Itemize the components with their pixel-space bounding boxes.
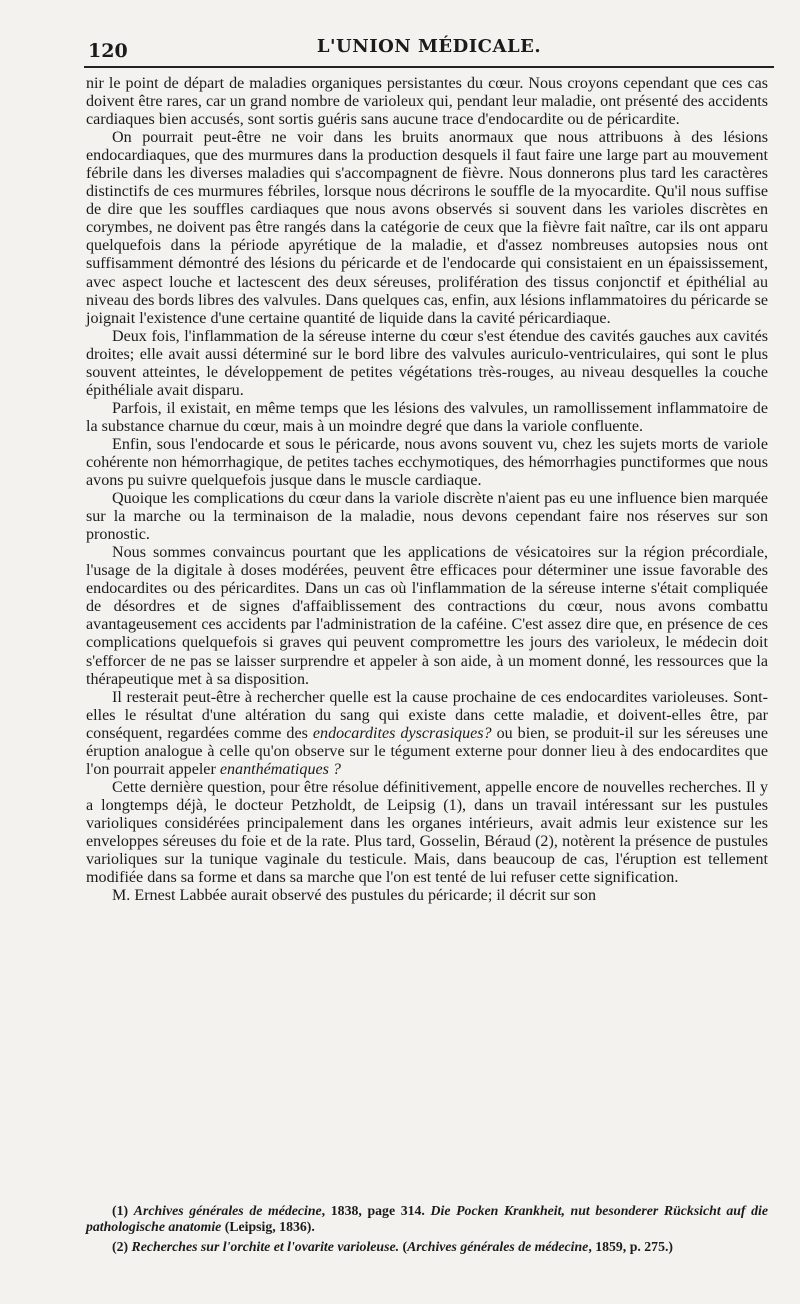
footnotes xyxy=(86,1203,768,1259)
italic-text: Archives générales de médecine xyxy=(407,1239,589,1254)
italic-text: Archives générales de médecine xyxy=(133,1203,322,1218)
paragraph-7 xyxy=(86,544,768,688)
page-header xyxy=(84,30,774,68)
italic-text: Die Pocken Krankheit, nut besonderer Rücksicht auf die pathologische anatomie xyxy=(86,1203,768,1234)
italic-text: endocardites dyscrasiques? xyxy=(312,724,492,742)
footnote-2 xyxy=(86,1239,768,1255)
paragraph-3 xyxy=(86,328,768,400)
text-run: M. Ernest Labbée aurait observé des pustules du péricarde; il décrit sur son xyxy=(112,887,596,905)
text-run: ( xyxy=(399,1239,408,1254)
paragraph-4 xyxy=(86,400,768,436)
text-run: ou bien, se produit-il sur les séreuses une éruption analogue à celle qu'on observe sur le tégument externe pour donner lieu à des endocardites que l'on pourrait appeler xyxy=(86,724,768,778)
text-run: Quoique les complications du cœur dans la variole discrète n'aient pas eu une influence bien marquée sur la marche ou la terminaison de la maladie, nous devons cependant faire nos réserves sur son pronostic. xyxy=(86,490,768,544)
text-run: , 1838, page 314. xyxy=(321,1203,431,1218)
running-title: L'UNION MÉDICALE. xyxy=(316,36,542,57)
paragraph-5 xyxy=(86,436,768,490)
text-run: Il resterait peut-être à rechercher quelle est la cause prochaine de ces endocardites varioleuses. Sont-elles le résultat d'une altération du sang qui existe dans cette maladie, et doivent-elles être, par conséquent, regardées comme des xyxy=(86,688,768,742)
text-run: (1) xyxy=(112,1203,134,1218)
paragraph-6 xyxy=(86,490,768,544)
text-run: , 1859, p. 275.) xyxy=(588,1239,674,1254)
paragraph-1 xyxy=(86,75,768,129)
text-run: (2) xyxy=(112,1239,132,1254)
text-run: Cette dernière question, pour être résolue définitivement, appelle encore de nouvelles recherches. Il y a longtemps déjà, le docteur Petzholdt, de Leipsig (1), dans un travail intéressant sur les pustules varioliques considérées principalement dans les organes intérieurs, avait admis leur existence sur les enveloppes séreuses du foie et de la rate. Plus tard, Gosselin, Béraud (2), notèrent la présence de pustules varioliques sur la tunique vaginale du testicule. Mais, dans beaucoup de cas, l'éruption est tellement modifiée dans sa forme et dans sa marche que l'on est tenté de lui refuser cette signification. xyxy=(86,778,768,887)
italic-text: Recherches sur l'orchite et l'ovarite varioleuse. xyxy=(131,1239,400,1254)
paragraph-2 xyxy=(86,129,768,328)
text-run: Nous sommes convaincus pourtant que les applications de vésicatoires sur la région précordiale, l'usage de la digitale à doses modérées, peuvent être efficaces pour déterminer une issue favorable des endocardites ou des péricardites. Dans un cas où l'inflammation de la séreuse interne s'était compliquée de désordres et de signes d'affaiblissement des contractions du cœur, nous avons combattu avantageusement ces accidents par l'administration de la caféine. C'est assez dire que, en présence de ces complications quelquefois si graves qui peuvent compromettre les jours des varioleux, le médecin doit s'efforcer de ne pas se laisser surprendre et appeler à son aide, à un moment donné, les ressources que la thérapeutique met à sa disposition. xyxy=(86,544,768,688)
paragraph-9 xyxy=(86,779,768,887)
text-run: Deux fois, l'inflammation de la séreuse interne du cœur s'est étendue des cavités gauches aux cavités droites; elle avait aussi déterminé sur le bord libre des valvules auriculo-ventriculaires, qui sont le plus souvent atteintes, le développement de petites végétations très-rouges, au niveau desquelles la couche épithéliale avait disparu. xyxy=(86,327,768,399)
text-run: Enfin, sous l'endocarde et sous le péricarde, nous avons souvent vu, chez les sujets morts de variole cohérente non hémorrhagique, de petites taches ecchymotiques, des hémorrhagies punctiformes que nous avons pu suivre quelquefois jusque dans le muscle cardiaque. xyxy=(86,435,768,490)
text-run: nir le point de départ de maladies organiques persistantes du cœur. Nous croyons cependant que ces cas doivent être rares, car un grand nombre de varioleux qui, pendant leur maladie, ont présenté des accidents cardiaques bien accusés, sont sortis guéris sans aucune trace d'endocardite ou de péricardite. xyxy=(86,75,768,129)
text-run: Parfois, il existait, en même temps que les lésions des valvules, un ramollissement inflammatoire de la substance charnue du cœur, mais à un moindre degré que dans la variole confluente. xyxy=(86,399,768,435)
page-number: 120 xyxy=(88,40,128,62)
body-text xyxy=(86,75,768,905)
text-run: (Leipsig, 1836). xyxy=(221,1219,315,1234)
italic-text: enanthématiques ? xyxy=(219,760,341,778)
text-run: On pourrait peut-être ne voir dans les bruits anormaux que nous attribuons à des lésions endocardiaques, que des murmures dans la production desquels il faut faire une large part au mouvement fébrile dans les diverses maladies qui s'accompagnent de fièvre. Nous donnerons plus tard les caractères distinctifs de ces murmures fébriles, lorsque nous décrirons le souffle de la myocardite. Qu'il nous suffise de dire que les souffles cardiaques que nous avons observés si souvent dans les varioles discrètes en corymbes, ne doivent pas être rangés dans la catégorie de ceux que la fièvre fait naître, car ils ont apparu quelquefois dans la période apyrétique de la maladie, et d'assez nombreuses autopsies nous ont suffisamment démontré des lésions du péricarde et de l'endocarde qui consistaient en un épaississement, avec aspect louche et lactescent des deux séreuses, prolifération des tissus conjonctif et épithélial au niveau des bords libres des valvules. Dans quelques cas, enfin, aux lésions inflammatoires du péricarde se joignait l'existence d'une certaine quantité de liquide dans la cavité péricardiaque. xyxy=(86,129,769,327)
footnote-1 xyxy=(86,1203,768,1235)
paragraph-10 xyxy=(86,887,768,905)
paragraph-8 xyxy=(86,689,768,779)
